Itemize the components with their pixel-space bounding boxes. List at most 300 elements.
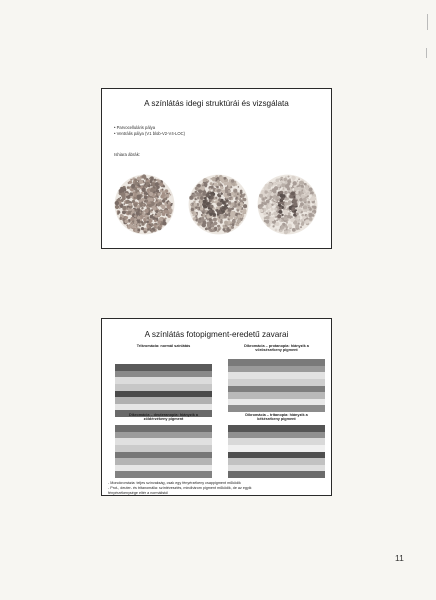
plate-dot [238, 207, 241, 210]
plate-dot [285, 208, 287, 210]
plate-dot [140, 204, 143, 207]
plate-dot [285, 184, 289, 188]
color-stripe [115, 458, 212, 465]
plate-dot [205, 193, 209, 197]
color-stripe [228, 458, 325, 465]
plate-dot [300, 191, 303, 194]
color-stripe [115, 471, 212, 478]
plate-dot [220, 221, 223, 224]
plate-dot [258, 204, 261, 207]
plate-dot [203, 204, 206, 207]
plate-dot [217, 194, 220, 197]
plate-dot [195, 219, 198, 222]
plate-dot [160, 211, 162, 213]
plate-dot [281, 214, 283, 216]
plate-dot [300, 226, 302, 228]
plate-dot [292, 228, 296, 232]
color-stripe [115, 391, 212, 398]
plate-2-dots [188, 174, 249, 235]
plate-dot [144, 231, 147, 234]
plate-dot [283, 178, 287, 182]
plate-dot [209, 218, 212, 221]
plate-dot [215, 201, 218, 204]
plate-dot [308, 187, 312, 191]
slide-neural-structures [101, 88, 332, 249]
plate-dot [238, 186, 240, 188]
plate-dot [297, 217, 299, 219]
plate-dot [141, 188, 145, 192]
plate-dot [277, 194, 280, 197]
ishihara-plate-3 [257, 174, 318, 235]
color-stripe [115, 445, 212, 452]
plate-dot [236, 199, 238, 201]
plate-dot [203, 200, 207, 204]
plate-dot [242, 217, 244, 219]
plate-dot [119, 189, 123, 193]
plate-dot [160, 182, 163, 185]
plate-dot [121, 218, 123, 220]
plate-dot [125, 216, 128, 219]
panel-heading-line: Trikromácia: normál színlátás [136, 344, 191, 348]
plate-dot [306, 215, 308, 217]
plate-dot [291, 207, 295, 211]
plate-dot [301, 185, 304, 188]
plate-dot [289, 178, 291, 180]
color-stripe [115, 432, 212, 439]
color-stripe [228, 392, 325, 399]
plate-dot [297, 209, 301, 213]
plate-dot [296, 212, 299, 215]
slide-photopigment-disorders [101, 318, 332, 496]
plate-dot [146, 220, 149, 223]
color-stripe [228, 471, 325, 478]
plate-dot [288, 200, 291, 203]
plate-dot [134, 197, 136, 199]
plate-dot [210, 185, 213, 188]
plate-dot [151, 218, 153, 220]
plate-dot [122, 206, 126, 210]
plate-dot [212, 177, 216, 181]
plate-dot [283, 197, 285, 199]
plate-dot [224, 209, 226, 211]
plate-dot [210, 182, 213, 185]
plate-dot [231, 217, 233, 219]
plate-dot [213, 218, 217, 222]
plate-dot [262, 198, 264, 200]
plate-dot [163, 219, 165, 221]
plate-dot [312, 214, 315, 217]
panel-heading-line: Dikromácia – protanopia: hiányzik a [244, 344, 309, 348]
plate-dot [213, 213, 216, 216]
plate-dot [275, 229, 278, 232]
plate-dot [190, 203, 192, 205]
stripes-tritanopia [228, 425, 325, 478]
plate-dot [217, 177, 220, 180]
page-number: 11 [395, 553, 404, 563]
plate-dot [266, 216, 270, 220]
plate-dot [128, 203, 132, 207]
plate-dot [211, 203, 213, 205]
plate-dot [137, 205, 140, 208]
scan-mark-right-1 [427, 14, 428, 30]
panel-heading-line: zöldérzékeny pigment [143, 417, 184, 421]
plate-dot [301, 223, 304, 226]
plate-dot [238, 213, 240, 215]
plate-dot [134, 221, 137, 224]
plate-dot [273, 211, 277, 215]
plate-dot [115, 201, 119, 205]
plate-dot [232, 219, 236, 223]
plate-dot [196, 212, 198, 214]
plate-dot [153, 224, 155, 226]
plate-dot [209, 210, 212, 213]
plate-dot [131, 225, 134, 228]
plate-dot [163, 185, 165, 187]
plate-dot [146, 182, 149, 185]
plate-dot [149, 192, 153, 196]
plate-dot [154, 219, 157, 222]
scan-mark-right-2 [426, 48, 427, 58]
color-stripe [228, 425, 325, 432]
plate-dot [205, 185, 207, 187]
plate-dot [158, 193, 161, 196]
plate-dot [195, 191, 197, 193]
plate-dot [288, 212, 291, 215]
plate-dot [275, 200, 276, 201]
plate-dot [216, 186, 219, 189]
plate-dot [305, 210, 307, 212]
plate-dot [277, 197, 279, 199]
plate-dot [202, 192, 206, 196]
plate-dot [263, 213, 266, 216]
plate-dot [237, 209, 240, 212]
plate-dot [291, 181, 293, 183]
panel-heading-line: Dikromácia – tritanopia: hiányzik a [245, 413, 308, 417]
plate-dot [237, 219, 241, 223]
plate-dot [139, 225, 141, 227]
plate-dot [157, 212, 161, 216]
plate-dot [283, 210, 287, 214]
plate-dot [235, 224, 237, 226]
plate-dot [200, 205, 202, 207]
plate-dot [269, 212, 271, 214]
plate-dot [129, 192, 133, 196]
plate-dot [221, 206, 223, 208]
plate-dot [130, 179, 132, 181]
plate-dot [299, 198, 303, 202]
plate-dot [287, 176, 289, 178]
plate-dot [137, 192, 139, 194]
plate-dot [295, 195, 299, 199]
plate-dot [164, 218, 166, 220]
plate-dot [293, 185, 295, 187]
plate-dot [300, 181, 304, 185]
plate-dot [170, 194, 172, 196]
color-stripe [228, 405, 325, 412]
plate-dot [237, 193, 239, 195]
panel-heading-line: kékérzékeny pigment [257, 417, 296, 421]
plate-dot [159, 201, 162, 204]
plate-dot [126, 196, 129, 199]
plate-dot [281, 205, 282, 206]
plate-1-dots [114, 174, 175, 235]
plate-dot [129, 187, 131, 189]
plate-dot [139, 180, 143, 184]
plate-dot [148, 204, 152, 208]
plate-dot [202, 211, 204, 213]
footnote-monochromacy: - Monokromázia: teljes színvakság, csak egy fényérzékeny csappigment működik [108, 481, 241, 485]
plate-dot [314, 203, 316, 205]
plate-dot [278, 189, 280, 191]
plate-dot [138, 188, 140, 190]
plate-dot [221, 199, 223, 201]
plate-dot [304, 183, 306, 185]
plate-dot [305, 219, 309, 223]
slide-title: A színlátás idegi struktúrái és vizsgálata [144, 99, 289, 108]
plate-dot [222, 209, 224, 211]
plate-dot [300, 202, 304, 206]
color-stripe [228, 399, 325, 406]
plate-dot [287, 203, 289, 205]
plate-dot [217, 202, 221, 206]
plate-dot [126, 200, 129, 203]
plate-dot [284, 217, 288, 221]
plate-dot [279, 207, 282, 210]
plate-dot [312, 205, 315, 208]
plate-dot [270, 206, 272, 208]
plate-dot [162, 221, 166, 225]
plate-dot [220, 214, 223, 217]
plate-dot [145, 199, 148, 202]
plate-dot [228, 215, 230, 217]
plate-dot [168, 192, 170, 194]
ishihara-plate-2 [188, 174, 249, 235]
plate-dot [303, 210, 305, 212]
plate-dot [231, 192, 235, 196]
plate-dot [297, 180, 299, 182]
plate-dot [167, 214, 170, 217]
plate-dot [118, 211, 121, 214]
color-stripe [228, 366, 325, 373]
plate-dot [141, 227, 144, 230]
plate-dot [137, 194, 141, 198]
plate-dot [156, 200, 158, 202]
plate-dot [240, 191, 243, 194]
plate-dot [162, 189, 164, 191]
plate-dot [225, 187, 228, 190]
plate-dot [290, 218, 294, 222]
plate-dot [210, 205, 214, 209]
plate-dot [311, 198, 314, 201]
plate-dot [272, 196, 274, 198]
plate-dot [137, 216, 140, 219]
color-stripe [228, 432, 325, 439]
plate-3-dots [257, 174, 318, 235]
plate-dot [271, 208, 274, 211]
plate-dot [309, 217, 313, 221]
footnote-anomaly-continued: fényérzékenysége eltér a normálistól [108, 491, 169, 495]
plate-dot [271, 213, 273, 215]
plate-dot [168, 202, 171, 205]
plate-dot [193, 194, 196, 197]
color-stripe [228, 452, 325, 459]
bullet-parvocellular: • Parvocelluláris pálya [114, 125, 156, 130]
plate-dot [140, 219, 142, 221]
plate-dot [147, 217, 150, 220]
plate-dot [129, 181, 132, 184]
ishihara-plate-1 [114, 174, 175, 235]
plate-dot [161, 205, 165, 209]
plate-dot [264, 202, 267, 205]
plate-dot [130, 196, 132, 198]
plate-dot [164, 209, 168, 213]
color-stripe [115, 397, 212, 404]
plate-dot [120, 199, 123, 202]
color-stripe [115, 364, 212, 371]
plate-dot [161, 192, 165, 196]
plate-dot [144, 228, 147, 231]
color-stripe [115, 404, 212, 411]
plate-dot [156, 179, 158, 181]
plate-dot [259, 194, 263, 198]
plate-dot [153, 195, 155, 197]
plate-dot [286, 198, 289, 201]
plate-dot [303, 198, 307, 202]
plate-dot [192, 214, 194, 216]
plate-dot [291, 191, 295, 195]
plate-dot [274, 202, 276, 204]
plate-dot [307, 197, 309, 199]
plate-dot [265, 220, 269, 224]
plate-dot [118, 198, 120, 200]
plate-dot [275, 222, 279, 226]
plate-dot [274, 186, 278, 190]
plate-dot [278, 185, 281, 188]
plate-dot [203, 221, 207, 225]
plate-dot [284, 205, 286, 207]
plate-dot [141, 198, 145, 202]
plate-dot [135, 214, 137, 216]
color-stripe [228, 438, 325, 445]
panel-heading-tritanopia [228, 413, 325, 421]
plate-dot [279, 210, 283, 214]
plate-dot [262, 208, 264, 210]
plate-dot [209, 201, 211, 203]
plate-dot [228, 186, 230, 188]
plate-dot [134, 194, 137, 197]
plate-dot [151, 209, 153, 211]
plate-dot [232, 211, 235, 214]
ishihara-label: Ishiara ábrák: [114, 152, 141, 157]
plate-dot [311, 191, 314, 194]
plate-dot [284, 181, 287, 184]
plate-dot [225, 195, 228, 198]
plate-dot [191, 208, 194, 211]
plate-dot [218, 220, 220, 222]
plate-dot [232, 223, 235, 226]
plate-dot [231, 198, 233, 200]
plate-dot [199, 201, 201, 203]
plate-dot [155, 182, 159, 186]
plate-dot [131, 222, 133, 224]
plate-dot [155, 187, 157, 189]
plate-dot [307, 192, 309, 194]
plate-dot [269, 183, 272, 186]
plate-dot [303, 216, 306, 219]
plate-dot [229, 208, 231, 210]
plate-dot [203, 178, 207, 182]
plate-dot [226, 212, 228, 214]
plate-dot [210, 192, 213, 195]
slide-title: A színlátás fotopigment-eredetű zavarai [144, 330, 289, 339]
plate-dot [271, 199, 274, 202]
plate-dot [115, 205, 119, 209]
plate-dot [278, 202, 280, 204]
plate-dot [166, 205, 170, 209]
plate-dot [120, 197, 122, 199]
plate-dot [194, 203, 197, 206]
plate-dot [211, 223, 215, 227]
plate-dot [199, 188, 201, 190]
plate-dot [308, 201, 310, 203]
color-stripe [228, 465, 325, 472]
color-stripe [228, 359, 325, 366]
plate-dot [302, 195, 305, 198]
footnote-anomaly: - Prot-, deuter- és tritanomália: színtévesztés, mindhárom pigment működik, de az egyik [108, 486, 252, 490]
stripes-deuteranopia [115, 425, 212, 478]
plate-dot [149, 198, 153, 202]
plate-dot [274, 208, 277, 211]
plate-dot [146, 225, 149, 228]
plate-dot [233, 189, 234, 190]
plate-dot [303, 205, 307, 209]
plate-dot [204, 197, 207, 200]
plate-dot [211, 200, 214, 203]
plate-dot [145, 213, 147, 215]
plate-dot [134, 181, 138, 185]
color-stripe [115, 384, 212, 391]
plate-dot [199, 194, 202, 197]
plate-dot [205, 228, 208, 231]
plate-dot [222, 228, 225, 231]
plate-dot [298, 178, 300, 180]
plate-dot [294, 200, 297, 203]
color-stripe [228, 379, 325, 386]
plate-dot [217, 189, 220, 192]
color-stripe [228, 445, 325, 452]
plate-dot [217, 217, 220, 220]
plate-dot [295, 224, 299, 228]
panel-heading-line: vörösérzékeny pigment [255, 348, 298, 352]
plate-dot [214, 182, 218, 186]
plate-dot [189, 196, 193, 200]
plate-dot [243, 198, 246, 201]
plate-dot [308, 213, 312, 217]
plate-dot [224, 177, 226, 179]
plate-dot [228, 201, 232, 205]
plate-dot [309, 208, 312, 211]
plate-dot [206, 203, 209, 206]
plate-dot [263, 195, 265, 197]
color-stripe [115, 438, 212, 445]
plate-dot [224, 204, 227, 207]
plate-dot [228, 218, 230, 220]
plate-dot [153, 227, 155, 229]
plate-dot [138, 185, 141, 188]
plate-dot [284, 230, 288, 234]
plate-dot [155, 211, 157, 213]
plate-dot [220, 183, 223, 186]
